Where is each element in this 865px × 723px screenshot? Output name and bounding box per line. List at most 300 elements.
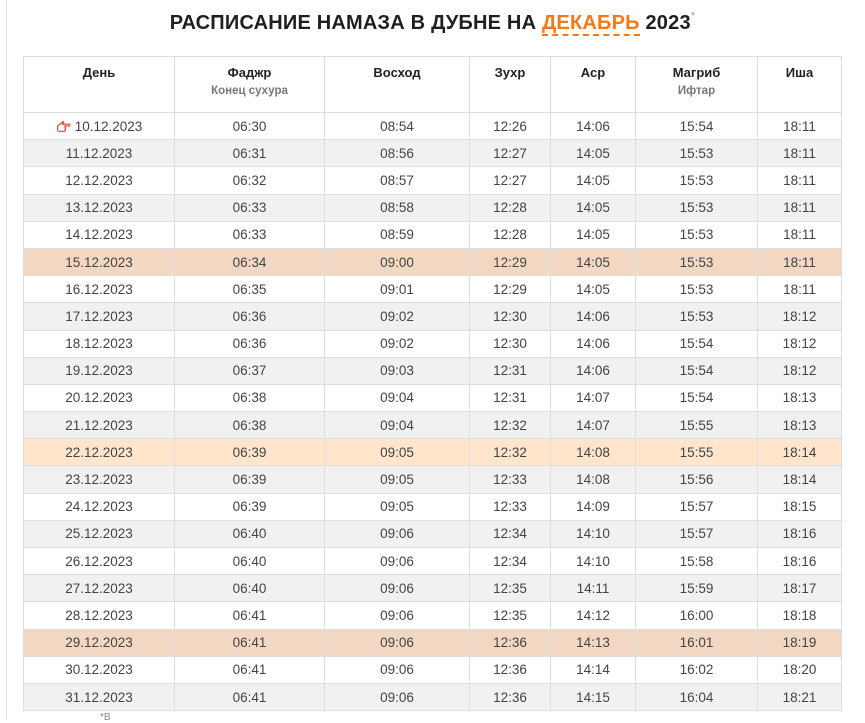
cell-maghrib — [636, 276, 758, 303]
table-row — [24, 248, 842, 275]
cell-value: 31.12.2023 — [65, 689, 133, 705]
cell-value: 12:34 — [493, 526, 527, 542]
cell-isha — [758, 466, 842, 493]
cell-fajr — [175, 140, 325, 167]
cell-value: 08:56 — [380, 145, 414, 161]
table-row — [24, 194, 842, 221]
table-row — [24, 276, 842, 303]
cell-value: 28.12.2023 — [65, 607, 133, 623]
cell-value: 09:05 — [380, 472, 414, 488]
header-asr: Аср — [551, 57, 636, 113]
cell-value: 06:30 — [232, 118, 267, 134]
cell-value: 14.12.2023 — [65, 227, 133, 243]
page-frame-border — [6, 0, 7, 720]
cell-day — [24, 575, 175, 602]
cell-value: 21.12.2023 — [65, 417, 133, 433]
cell-fajr — [175, 656, 325, 683]
cell-maghrib — [636, 466, 758, 493]
cell-sunrise — [325, 629, 470, 656]
table-row — [24, 412, 842, 439]
cell-asr — [551, 602, 636, 629]
cell-value: 09:06 — [380, 580, 414, 596]
cell-maghrib — [636, 113, 758, 140]
cell-value: 14:05 — [576, 281, 610, 297]
cell-value: 09:06 — [380, 607, 414, 623]
cell-dhuhr — [470, 412, 551, 439]
table-row — [24, 602, 842, 629]
cell-value: 12:31 — [493, 390, 527, 406]
cell-value: 12:28 — [493, 200, 527, 216]
cell-value: 15:57 — [679, 499, 714, 515]
cell-maghrib — [636, 140, 758, 167]
cell-value: 12:32 — [493, 417, 527, 433]
cell-asr — [551, 167, 636, 194]
cell-isha — [758, 683, 842, 710]
title-prefix: РАСПИСАНИЕ НАМАЗА В ДУБНЕ НА — [169, 12, 542, 34]
cell-fajr — [175, 412, 325, 439]
table-row — [24, 439, 842, 466]
cell-sunrise — [325, 248, 470, 275]
cell-value: 09:06 — [380, 689, 414, 705]
cell-dhuhr — [470, 520, 551, 547]
cell-value: 14:05 — [576, 227, 610, 243]
cell-value: 14:10 — [576, 526, 610, 542]
cell-value: 18:14 — [782, 444, 817, 460]
cell-sunrise — [325, 221, 470, 248]
cell-sunrise — [325, 194, 470, 221]
cell-day — [24, 439, 175, 466]
table-row — [24, 520, 842, 547]
table-row — [24, 113, 842, 140]
cell-day — [24, 221, 175, 248]
header-maghrib: Магриб Ифтар — [636, 57, 758, 113]
cell-value: 15.12.2023 — [65, 254, 133, 270]
cell-value: 09:02 — [380, 336, 414, 352]
cell-day — [24, 412, 175, 439]
cell-maghrib — [636, 493, 758, 520]
cell-value: 16:01 — [679, 635, 714, 651]
cell-value: 12:28 — [493, 227, 527, 243]
cell-value: 18:17 — [782, 580, 817, 596]
cell-value: 09:01 — [380, 281, 414, 297]
cell-value: 06:39 — [232, 444, 267, 460]
cell-value: 09:06 — [380, 635, 414, 651]
cell-maghrib — [636, 520, 758, 547]
cell-fajr — [175, 466, 325, 493]
cell-maghrib — [636, 167, 758, 194]
cell-value: 15:56 — [679, 472, 714, 488]
cell-maghrib — [636, 303, 758, 330]
cell-value: 14:10 — [576, 553, 610, 569]
cell-value: 15:58 — [679, 553, 714, 569]
cell-value: 18:11 — [783, 281, 816, 297]
cell-value: 16:02 — [679, 662, 714, 678]
cell-value: 09:05 — [380, 444, 414, 460]
cell-maghrib — [636, 548, 758, 575]
cell-day — [24, 656, 175, 683]
cell-dhuhr — [470, 656, 551, 683]
cell-value: 12:29 — [493, 281, 527, 297]
cell-value: 20.12.2023 — [65, 390, 133, 406]
cell-sunrise — [325, 493, 470, 520]
cell-isha — [758, 221, 842, 248]
cell-value: 09:00 — [380, 254, 414, 270]
table-header-row — [24, 57, 842, 113]
cell-value: 06:33 — [232, 200, 267, 216]
page-title — [0, 12, 865, 35]
cell-asr — [551, 439, 636, 466]
cell-isha — [758, 412, 842, 439]
cell-value: 16:00 — [679, 607, 714, 623]
cell-asr — [551, 113, 636, 140]
cell-asr — [551, 194, 636, 221]
cell-dhuhr — [470, 303, 551, 330]
cell-fajr — [175, 384, 325, 411]
cell-day — [24, 384, 175, 411]
cell-isha — [758, 167, 842, 194]
cell-value: 18:12 — [782, 336, 817, 352]
cell-value: 06:32 — [232, 172, 267, 188]
table-row — [24, 140, 842, 167]
cell-sunrise — [325, 520, 470, 547]
cell-value: 14:06 — [576, 308, 610, 324]
cell-value: 13.12.2023 — [65, 200, 133, 216]
cell-dhuhr — [470, 194, 551, 221]
cell-value: 09:02 — [380, 308, 414, 324]
cell-value: 14:08 — [576, 444, 610, 460]
cell-day — [24, 357, 175, 384]
table-body — [24, 113, 842, 711]
cell-value: 10.12.2023 — [74, 118, 143, 134]
table-row — [24, 548, 842, 575]
cell-asr — [551, 520, 636, 547]
cell-fajr — [175, 276, 325, 303]
cell-asr — [551, 140, 636, 167]
table-row — [24, 330, 842, 357]
cell-value: 06:35 — [232, 281, 267, 297]
cell-value: 14:05 — [576, 200, 610, 216]
cell-value: 14:07 — [576, 417, 610, 433]
cell-value: 12:36 — [493, 635, 527, 651]
cell-fajr — [175, 248, 325, 275]
cell-sunrise — [325, 439, 470, 466]
cell-asr — [551, 575, 636, 602]
cell-fajr — [175, 548, 325, 575]
cell-isha — [758, 493, 842, 520]
cell-sunrise — [325, 167, 470, 194]
cell-fajr — [175, 167, 325, 194]
cell-value: 12:36 — [493, 662, 527, 678]
cell-value: 22.12.2023 — [65, 444, 133, 460]
cell-isha — [758, 602, 842, 629]
table-row — [24, 466, 842, 493]
cell-dhuhr — [470, 683, 551, 710]
cell-dhuhr — [470, 221, 551, 248]
cell-value: 18:21 — [782, 689, 817, 705]
cell-value: 06:38 — [232, 390, 267, 406]
cell-maghrib — [636, 602, 758, 629]
cell-maghrib — [636, 248, 758, 275]
cell-isha — [758, 520, 842, 547]
cell-value: 14:12 — [576, 607, 610, 623]
cell-value: 06:39 — [232, 499, 267, 515]
cell-asr — [551, 248, 636, 275]
table-row — [24, 221, 842, 248]
cell-value: 15:53 — [679, 281, 714, 297]
cell-value: 12:31 — [493, 363, 527, 379]
cell-value: 15:54 — [679, 363, 714, 379]
cell-value: 12:29 — [493, 254, 527, 270]
cell-day — [24, 683, 175, 710]
cell-value: 15:53 — [679, 254, 714, 270]
cell-value: 12:30 — [493, 336, 527, 352]
cell-day — [24, 520, 175, 547]
cell-value: 08:54 — [380, 118, 414, 134]
cell-asr — [551, 656, 636, 683]
cell-day — [24, 602, 175, 629]
cell-value: 18:16 — [782, 553, 817, 569]
cell-isha — [758, 194, 842, 221]
cell-dhuhr — [470, 248, 551, 275]
cell-value: 12:35 — [493, 580, 527, 596]
cell-value: 14:14 — [576, 662, 610, 678]
header-sunrise: Восход — [325, 57, 470, 113]
cell-fajr — [175, 303, 325, 330]
cell-value: 14:05 — [576, 145, 610, 161]
cell-value: 09:06 — [380, 662, 414, 678]
table-row — [24, 629, 842, 656]
cell-value: 08:57 — [380, 172, 414, 188]
cell-value: 16:04 — [679, 689, 714, 705]
cell-value: 14:15 — [576, 689, 610, 705]
cell-sunrise — [325, 683, 470, 710]
cell-value: 06:41 — [232, 689, 267, 705]
cell-value: 14:07 — [576, 390, 610, 406]
cell-value: 15:55 — [679, 417, 714, 433]
header-isha: Иша — [758, 57, 842, 113]
cell-value: 06:41 — [232, 607, 267, 623]
cell-value: 18:11 — [783, 227, 816, 243]
cell-day — [24, 466, 175, 493]
cell-value: 18:11 — [783, 118, 816, 134]
cell-value: 12:36 — [493, 689, 527, 705]
table-row — [24, 493, 842, 520]
cell-value: 09:06 — [380, 526, 414, 542]
cell-maghrib — [636, 357, 758, 384]
cell-isha — [758, 384, 842, 411]
cell-day — [24, 167, 175, 194]
cell-asr — [551, 548, 636, 575]
cell-day — [24, 113, 175, 140]
cell-value: 15:54 — [679, 390, 714, 406]
table-row — [24, 167, 842, 194]
cell-value: 11.12.2023 — [65, 145, 133, 161]
cell-value: 06:41 — [232, 662, 267, 678]
cell-day — [24, 248, 175, 275]
cell-maghrib — [636, 439, 758, 466]
pointing-hand-icon — [56, 121, 71, 132]
cell-asr — [551, 330, 636, 357]
cell-value: 12:27 — [493, 145, 527, 161]
cell-sunrise — [325, 384, 470, 411]
cell-maghrib — [636, 575, 758, 602]
cell-value: 15:55 — [679, 444, 714, 460]
cell-sunrise — [325, 276, 470, 303]
cell-value: 14:05 — [576, 254, 610, 270]
cell-dhuhr — [470, 493, 551, 520]
title-year: 2023 — [639, 12, 691, 34]
cell-fajr — [175, 194, 325, 221]
cell-asr — [551, 384, 636, 411]
cell-value: 06:40 — [232, 526, 267, 542]
title-asterisk: * — [690, 10, 696, 23]
cell-isha — [758, 656, 842, 683]
cell-value: 18:11 — [783, 254, 816, 270]
cell-value: 12.12.2023 — [65, 172, 133, 188]
cell-value: 19.12.2023 — [65, 363, 133, 379]
cell-dhuhr — [470, 439, 551, 466]
cell-sunrise — [325, 656, 470, 683]
cell-value: 18.12.2023 — [65, 336, 133, 352]
cell-asr — [551, 357, 636, 384]
cell-value: 09:04 — [380, 417, 414, 433]
cell-fajr — [175, 113, 325, 140]
cell-value: 06:41 — [232, 635, 267, 651]
cell-dhuhr — [470, 330, 551, 357]
prayer-schedule-table — [23, 56, 842, 711]
cell-value: 18:12 — [782, 363, 817, 379]
cell-isha — [758, 548, 842, 575]
cell-isha — [758, 439, 842, 466]
cell-value: 18:14 — [782, 472, 817, 488]
cell-value: 06:40 — [232, 580, 267, 596]
cell-dhuhr — [470, 575, 551, 602]
cell-value: 15:53 — [679, 227, 714, 243]
cell-dhuhr — [470, 113, 551, 140]
cell-value: 30.12.2023 — [65, 662, 133, 678]
footnote: *В — [100, 712, 111, 723]
cell-asr — [551, 683, 636, 710]
cell-day — [24, 493, 175, 520]
cell-value: 09:06 — [380, 553, 414, 569]
cell-sunrise — [325, 140, 470, 167]
cell-sunrise — [325, 357, 470, 384]
cell-value: 08:58 — [380, 200, 414, 216]
cell-sunrise — [325, 575, 470, 602]
cell-fajr — [175, 683, 325, 710]
cell-value: 12:33 — [493, 472, 527, 488]
cell-fajr — [175, 221, 325, 248]
cell-value: 09:05 — [380, 499, 414, 515]
cell-value: 06:34 — [232, 254, 267, 270]
cell-fajr — [175, 575, 325, 602]
header-maghrib-sub: Ифтар — [677, 85, 716, 97]
cell-asr — [551, 466, 636, 493]
cell-value: 06:31 — [232, 145, 267, 161]
cell-maghrib — [636, 683, 758, 710]
cell-fajr — [175, 520, 325, 547]
cell-value: 12:26 — [493, 118, 527, 134]
cell-value: 14:06 — [576, 336, 610, 352]
cell-isha — [758, 248, 842, 275]
cell-fajr — [175, 629, 325, 656]
cell-value: 14:06 — [576, 363, 610, 379]
cell-sunrise — [325, 602, 470, 629]
cell-value: 06:39 — [232, 472, 267, 488]
cell-fajr — [175, 439, 325, 466]
cell-asr — [551, 221, 636, 248]
cell-maghrib — [636, 194, 758, 221]
header-fajr-sub: Конец сухура — [211, 85, 288, 97]
cell-value: 15:59 — [679, 580, 714, 596]
cell-isha — [758, 629, 842, 656]
cell-maghrib — [636, 412, 758, 439]
cell-value: 06:36 — [232, 336, 267, 352]
cell-isha — [758, 303, 842, 330]
cell-dhuhr — [470, 629, 551, 656]
cell-value: 29.12.2023 — [65, 635, 133, 651]
cell-value: 15:53 — [679, 308, 714, 324]
cell-value: 15:57 — [679, 526, 714, 542]
cell-fajr — [175, 602, 325, 629]
cell-value: 24.12.2023 — [65, 499, 133, 515]
cell-maghrib — [636, 384, 758, 411]
cell-value: 18:18 — [782, 607, 817, 623]
table-row — [24, 384, 842, 411]
cell-value: 12:32 — [493, 444, 527, 460]
cell-value: 14:08 — [576, 472, 610, 488]
cell-value: 18:11 — [783, 200, 816, 216]
cell-value: 06:36 — [232, 308, 267, 324]
cell-sunrise — [325, 466, 470, 493]
cell-sunrise — [325, 113, 470, 140]
cell-value: 27.12.2023 — [65, 580, 133, 596]
cell-value: 14:11 — [576, 580, 610, 596]
header-fajr: Фаджр Конец сухура — [175, 57, 325, 113]
month-selector[interactable]: ДЕКАБРЬ — [541, 12, 640, 34]
table-row — [24, 303, 842, 330]
cell-isha — [758, 276, 842, 303]
cell-fajr — [175, 330, 325, 357]
cell-isha — [758, 330, 842, 357]
cell-value: 26.12.2023 — [65, 553, 133, 569]
cell-isha — [758, 140, 842, 167]
cell-value: 12:33 — [493, 499, 527, 515]
cell-day — [24, 194, 175, 221]
cell-value: 06:40 — [232, 553, 267, 569]
cell-value: 23.12.2023 — [65, 472, 133, 488]
cell-value: 18:11 — [783, 172, 816, 188]
cell-value: 12:34 — [493, 553, 527, 569]
cell-dhuhr — [470, 357, 551, 384]
cell-value: 14:06 — [576, 118, 610, 134]
cell-dhuhr — [470, 276, 551, 303]
cell-day — [24, 140, 175, 167]
cell-asr — [551, 412, 636, 439]
cell-isha — [758, 357, 842, 384]
cell-dhuhr — [470, 140, 551, 167]
cell-value: 06:38 — [232, 417, 267, 433]
cell-dhuhr — [470, 548, 551, 575]
cell-isha — [758, 113, 842, 140]
cell-day — [24, 276, 175, 303]
cell-dhuhr — [470, 167, 551, 194]
cell-maghrib — [636, 221, 758, 248]
cell-value: 09:04 — [380, 390, 414, 406]
cell-asr — [551, 493, 636, 520]
cell-sunrise — [325, 548, 470, 575]
cell-value: 15:53 — [679, 145, 714, 161]
